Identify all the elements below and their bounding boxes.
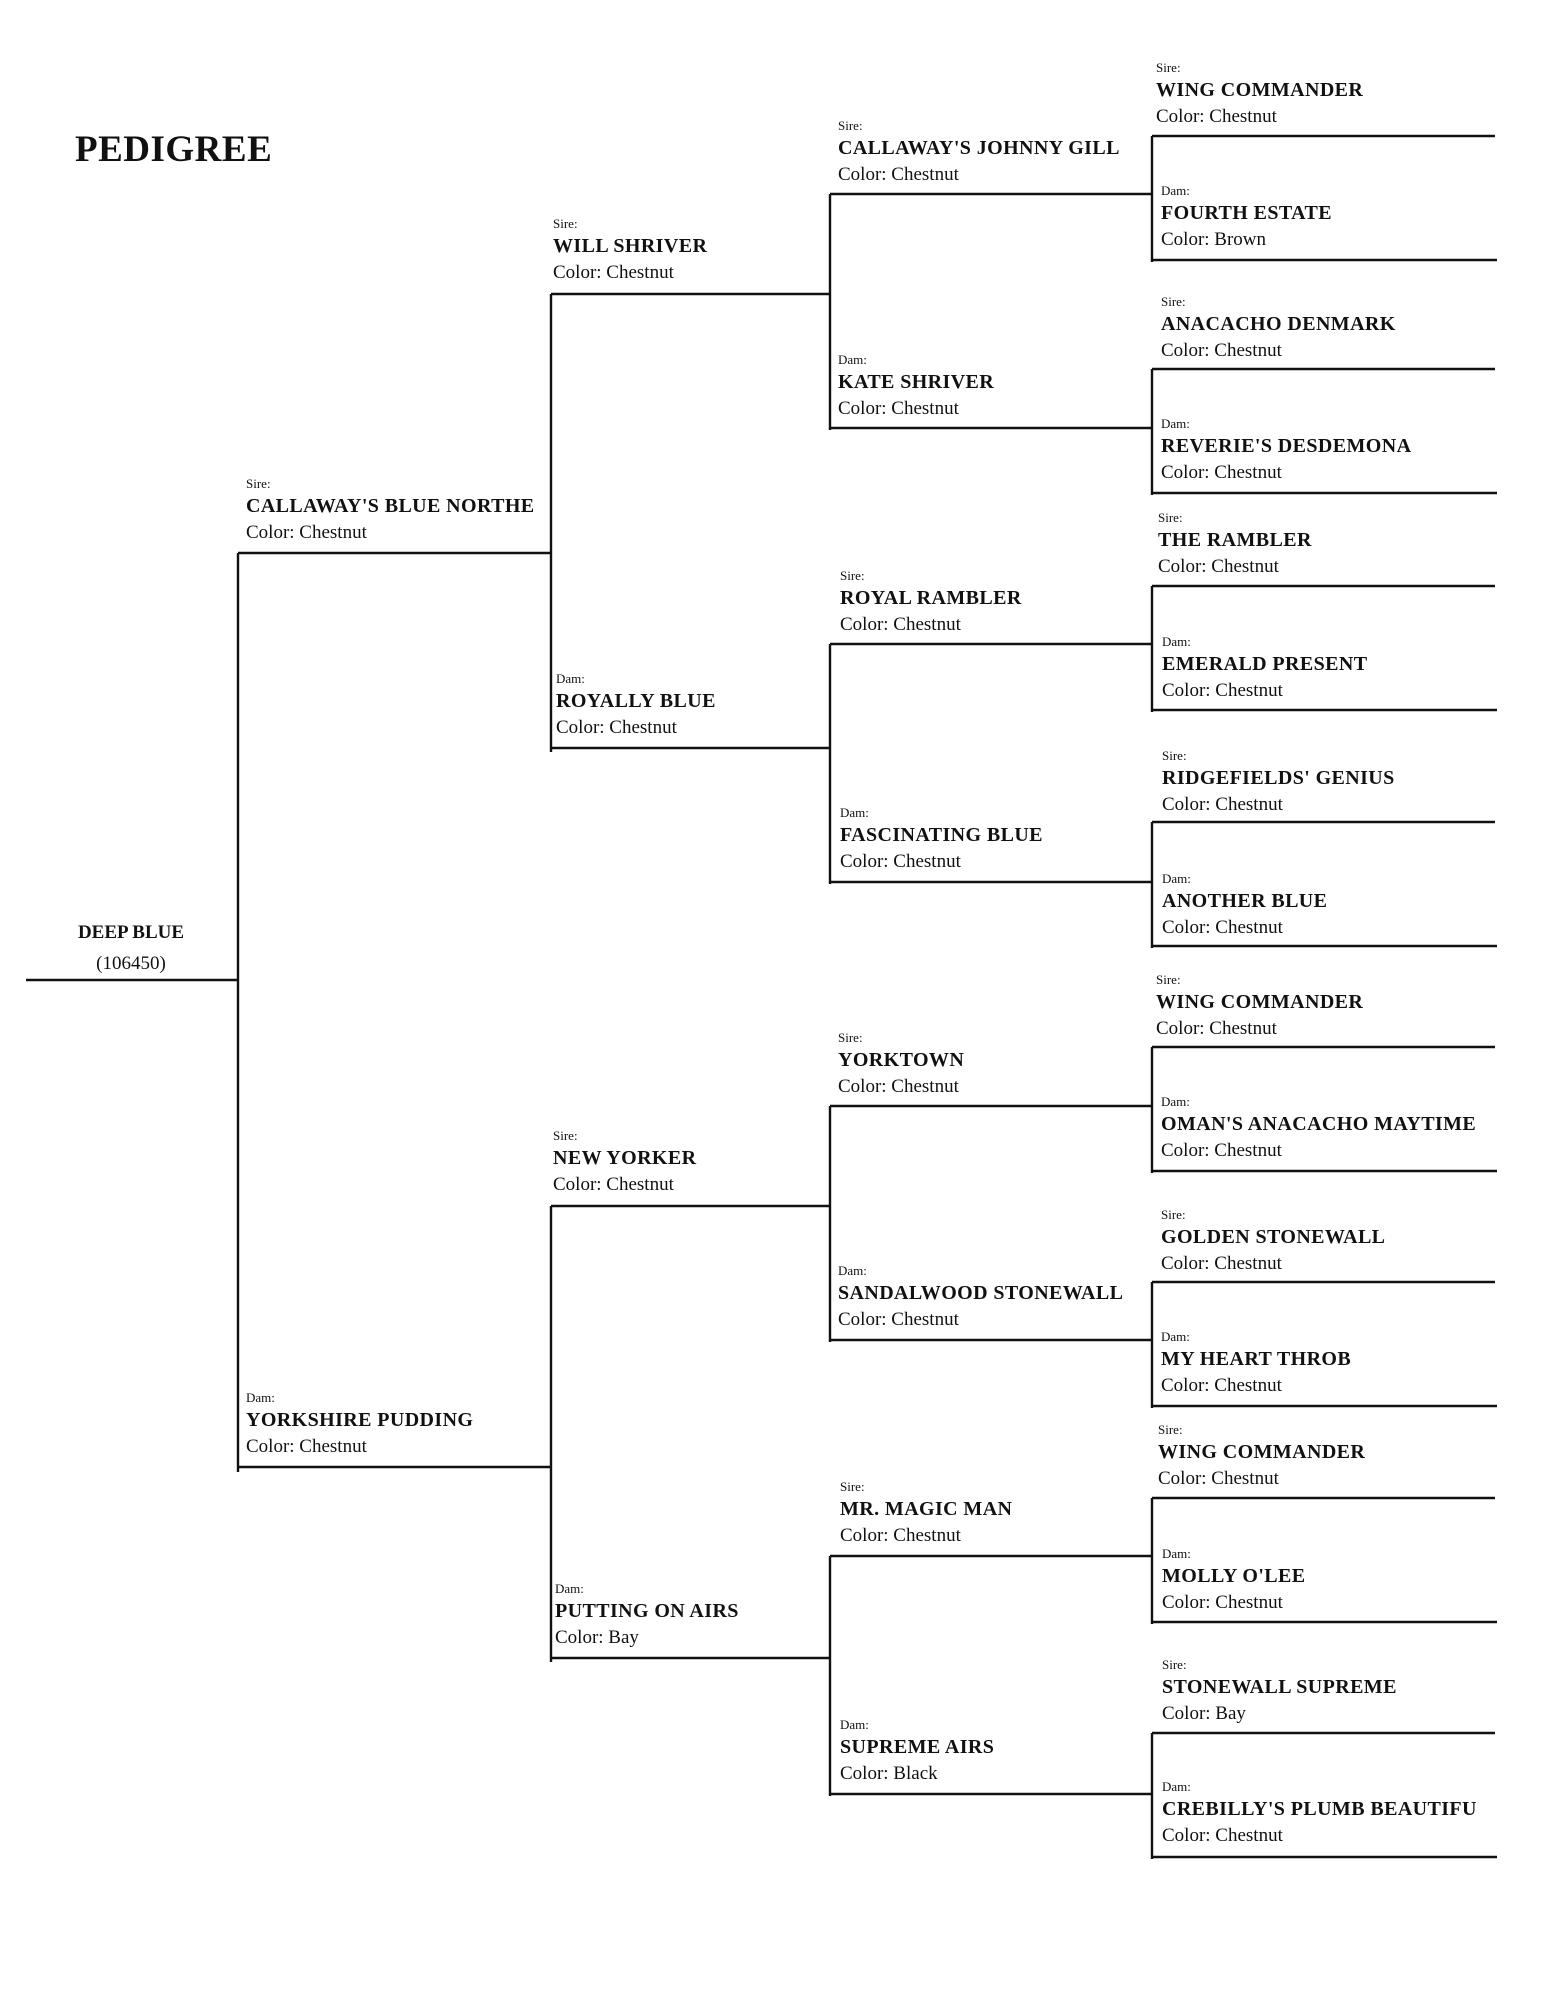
horse-name: WILL SHRIVER [553, 235, 708, 257]
horse-name: WING COMMANDER [1156, 991, 1364, 1013]
gen3-horse-3 [840, 568, 1022, 637]
root-horse [70, 922, 192, 975]
horse-role: Dam: [840, 805, 869, 820]
horse-name: MR. MAGIC MAN [840, 1498, 1013, 1520]
horse-color: Color: Chestnut [1161, 462, 1282, 483]
horse-name: OMAN'S ANACACHO MAYTIME [1161, 1113, 1477, 1135]
horse-role: Sire: [840, 1479, 865, 1494]
horse-color: Color: Chestnut [1156, 1018, 1277, 1039]
gen4-horse-7 [1162, 748, 1395, 817]
horse-color: Color: Bay [555, 1627, 639, 1648]
horse-role: Sire: [1158, 1422, 1183, 1437]
gen4-horse-10 [1161, 1094, 1476, 1163]
horse-color: Color: Chestnut [838, 1076, 959, 1097]
horse-role: Sire: [1158, 510, 1183, 525]
horse-role: Sire: [553, 216, 578, 231]
gen3-horse-6 [838, 1263, 1123, 1332]
horse-name: NEW YORKER [553, 1147, 697, 1169]
gen4-horse-13 [1158, 1422, 1365, 1491]
horse-role: Sire: [1161, 1207, 1186, 1222]
horse-name: WING COMMANDER [1158, 1441, 1366, 1463]
root-horse-name: DEEP BLUE [77, 922, 185, 943]
horse-name: THE RAMBLER [1158, 529, 1312, 551]
horse-name: MY HEART THROB [1161, 1348, 1352, 1370]
horse-color: Color: Chestnut [1162, 1825, 1283, 1846]
horse-role: Sire: [246, 476, 271, 491]
horse-name: MOLLY O'LEE [1162, 1565, 1306, 1587]
gen4-horse-8 [1162, 871, 1327, 940]
horse-role: Dam: [1161, 1094, 1190, 1109]
gen3-horse-7 [840, 1479, 1012, 1548]
horse-role: Sire: [1156, 60, 1181, 75]
gen2-horse-4 [555, 1581, 739, 1650]
horse-color: Color: Chestnut [1158, 556, 1279, 577]
horse-name: RIDGEFIELDS' GENIUS [1162, 767, 1395, 789]
horse-color: Color: Chestnut [1162, 794, 1283, 815]
horse-name: CALLAWAY'S JOHNNY GILL [838, 137, 1120, 159]
gen3-horse-2 [838, 352, 994, 421]
horse-role: Sire: [838, 1030, 863, 1045]
horse-role: Dam: [1162, 1546, 1191, 1561]
gen4-horse-11 [1161, 1207, 1385, 1276]
gen3-horse-5 [838, 1030, 964, 1099]
horse-color: Color: Chestnut [1162, 680, 1283, 701]
gen4-horse-9 [1156, 972, 1363, 1041]
gen3-horse-4 [840, 805, 1043, 874]
gen3-horse-1 [838, 118, 1120, 187]
horse-color: Color: Chestnut [838, 1309, 959, 1330]
gen4-horse-15 [1162, 1657, 1397, 1726]
horse-name: EMERALD PRESENT [1162, 653, 1368, 675]
horse-color: Color: Chestnut [1156, 106, 1277, 127]
gen1-dam [246, 1390, 473, 1459]
horse-name: YORKTOWN [838, 1049, 965, 1071]
horse-name: FOURTH ESTATE [1161, 202, 1333, 224]
horse-color: Color: Chestnut [556, 717, 677, 738]
horse-role: Sire: [553, 1128, 578, 1143]
horse-role: Sire: [1161, 294, 1186, 309]
horse-name: REVERIE'S DESDEMONA [1161, 435, 1412, 457]
horse-color: Color: Chestnut [246, 522, 367, 543]
horse-color: Color: Chestnut [840, 851, 961, 872]
horse-role: Dam: [1161, 1329, 1190, 1344]
horse-color: Color: Bay [1162, 1703, 1246, 1724]
page-title: PEDIGREE [75, 129, 273, 170]
horse-role: Dam: [1162, 871, 1191, 886]
gen4-horse-4 [1161, 416, 1411, 485]
root-horse-registration: (106450) [96, 953, 166, 974]
gen4-horse-1 [1156, 60, 1363, 129]
gen4-horse-16 [1162, 1779, 1477, 1848]
horse-color: Color: Chestnut [1161, 1253, 1282, 1274]
horse-role: Dam: [838, 352, 867, 367]
horse-name: PUTTING ON AIRS [555, 1600, 739, 1622]
horse-color: Color: Chestnut [553, 1174, 674, 1195]
horse-color: Color: Chestnut [553, 262, 674, 283]
horse-color: Color: Chestnut [1162, 917, 1283, 938]
horse-name: FASCINATING BLUE [840, 824, 1043, 846]
gen4-horse-5 [1158, 510, 1312, 579]
horse-color: Color: Chestnut [1162, 1592, 1283, 1613]
horse-name: WING COMMANDER [1156, 79, 1364, 101]
horse-name: ROYALLY BLUE [556, 690, 716, 712]
gen4-horse-6 [1162, 634, 1367, 703]
horse-role: Dam: [555, 1581, 584, 1596]
horse-color: Color: Chestnut [1161, 1140, 1282, 1161]
horse-role: Dam: [246, 1390, 275, 1405]
horse-role: Sire: [840, 568, 865, 583]
gen4-horse-14 [1162, 1546, 1306, 1615]
horse-name: CREBILLY'S PLUMB BEAUTIFU [1162, 1798, 1477, 1820]
gen1-sire [246, 476, 535, 545]
gen2-horse-2 [556, 671, 716, 740]
horse-color: Color: Brown [1161, 229, 1267, 250]
horse-role: Dam: [1161, 416, 1190, 431]
horse-name: CALLAWAY'S BLUE NORTHE [246, 495, 535, 517]
horse-color: Color: Chestnut [840, 614, 961, 635]
horse-color: Color: Chestnut [1161, 1375, 1282, 1396]
gen4-horse-12 [1161, 1329, 1351, 1398]
horse-name: ANACACHO DENMARK [1161, 313, 1396, 335]
horse-role: Sire: [1162, 748, 1187, 763]
horse-role: Dam: [838, 1263, 867, 1278]
gen4-horse-2 [1161, 183, 1332, 252]
horse-color: Color: Black [840, 1763, 938, 1784]
horse-role: Sire: [1156, 972, 1181, 987]
horse-color: Color: Chestnut [1158, 1468, 1279, 1489]
horse-role: Dam: [556, 671, 585, 686]
horse-name: ANOTHER BLUE [1162, 890, 1328, 912]
horse-color: Color: Chestnut [840, 1525, 961, 1546]
horse-role: Sire: [838, 118, 863, 133]
horse-name: ROYAL RAMBLER [840, 587, 1022, 609]
horse-color: Color: Chestnut [246, 1436, 367, 1457]
horse-name: STONEWALL SUPREME [1162, 1676, 1397, 1698]
horse-role: Dam: [1161, 183, 1190, 198]
horse-role: Dam: [840, 1717, 869, 1732]
horse-color: Color: Chestnut [838, 398, 959, 419]
gen2-horse-1 [553, 216, 707, 285]
horse-name: SANDALWOOD STONEWALL [838, 1282, 1124, 1304]
horse-name: KATE SHRIVER [838, 371, 995, 393]
gen2-horse-3 [553, 1128, 696, 1197]
gen3-horse-8 [840, 1717, 994, 1786]
horse-color: Color: Chestnut [838, 164, 959, 185]
horse-name: YORKSHIRE PUDDING [246, 1409, 474, 1431]
horse-color: Color: Chestnut [1161, 340, 1282, 361]
gen4-horse-3 [1161, 294, 1396, 363]
horse-name: SUPREME AIRS [840, 1736, 995, 1758]
horse-role: Sire: [1162, 1657, 1187, 1672]
horse-role: Dam: [1162, 1779, 1191, 1794]
horse-name: GOLDEN STONEWALL [1161, 1226, 1386, 1248]
horse-role: Dam: [1162, 634, 1191, 649]
